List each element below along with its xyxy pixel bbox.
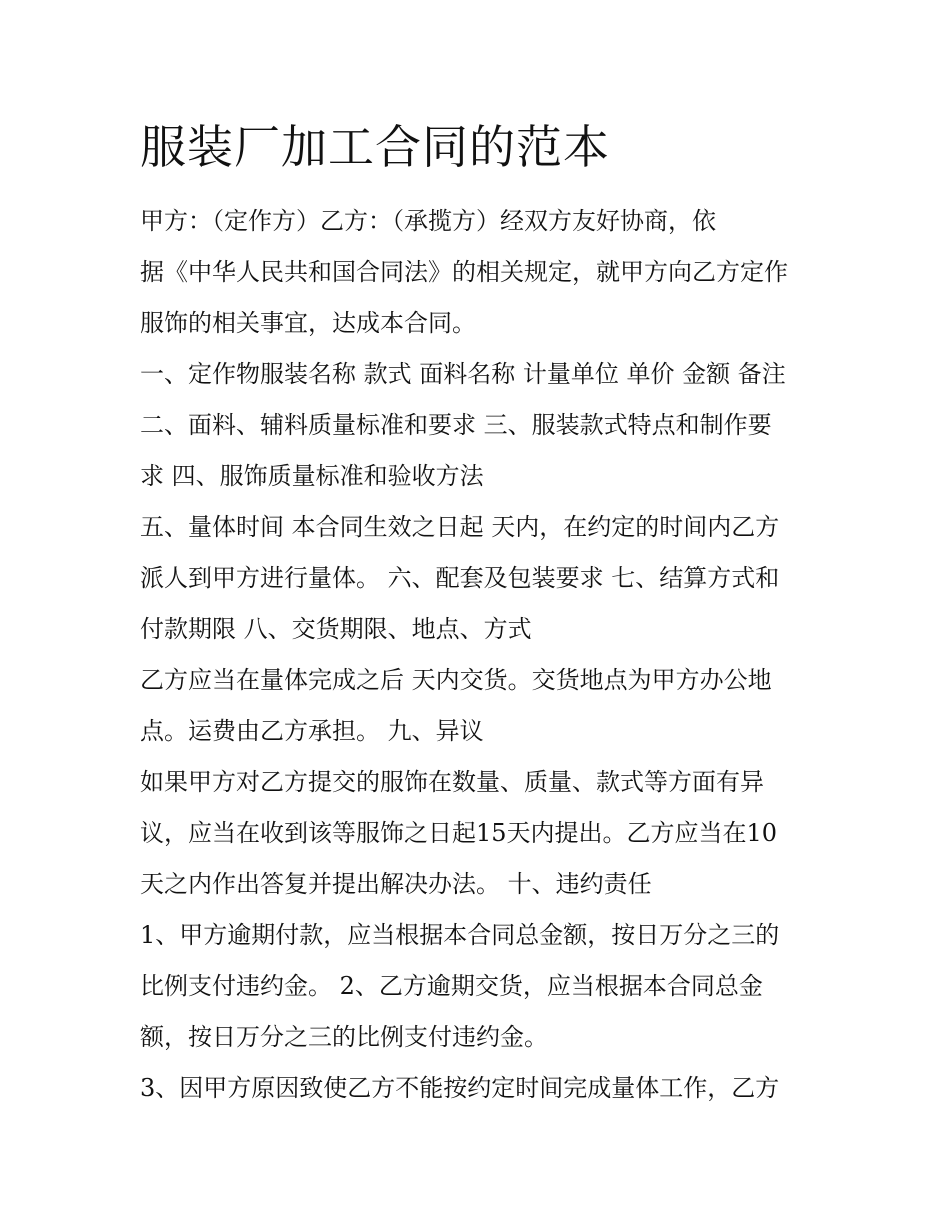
text-line: 二、面料、辅料质量标准和要求 三、服装款式特点和制作要 (140, 411, 772, 439)
text-line: 额，按日万分之三的比例支付违约金。 (140, 1023, 548, 1051)
text-line: 求 四、服饰质量标准和验收方法 (140, 462, 484, 490)
text-line: 五、量体时间 本合同生效之日起 天内，在约定的时间内乙方 (140, 513, 780, 541)
paragraph-parties (140, 196, 830, 349)
text-line: 议，应当在收到该等服饰之日起15天内提出。乙方应当在10 (140, 819, 778, 847)
text-line: 甲方：（定作方）乙方：（承揽方）经双方友好协商，依 (140, 207, 716, 235)
paragraph-clauses-5-8 (140, 502, 830, 655)
text-line: 付款期限 八、交货期限、地点、方式 (140, 615, 532, 643)
text-line: 据《中华人民共和国合同法》的相关规定，就甲方向乙方定作 (140, 258, 788, 286)
text-line: 派人到甲方进行量体。 六、配套及包装要求 七、结算方式和 (140, 564, 780, 592)
text-line: 点。运费由乙方承担。 九、异议 (140, 717, 484, 745)
paragraph-liability-3 (140, 1063, 830, 1114)
text-line: 乙方应当在量体完成之后 天内交货。交货地点为甲方办公地 (140, 666, 772, 694)
text-line: 1、甲方逾期付款，应当根据本合同总金额，按日万分之三的 (140, 921, 780, 949)
text-line: 比例支付违约金。 2、乙方逾期交货，应当根据本合同总金 (140, 972, 763, 1000)
text-line: 一、定作物服装名称 款式 面料名称 计量单位 单价 金额 备注 (140, 360, 786, 388)
text-line: 如果甲方对乙方提交的服饰在数量、质量、款式等方面有异 (140, 768, 764, 796)
document-title: 服装厂加工合同的范本 (140, 120, 610, 174)
text-line: 3、因甲方原因致使乙方不能按约定时间完成量体工作，乙方 (140, 1074, 780, 1102)
document-body (140, 196, 830, 1114)
paragraph-delivery (140, 655, 830, 757)
paragraph-liability-1-2 (140, 910, 830, 1063)
paragraph-objection (140, 757, 830, 910)
text-line: 服饰的相关事宜，达成本合同。 (140, 309, 476, 337)
paragraph-clauses-1-4 (140, 349, 830, 502)
text-line: 天之内作出答复并提出解决办法。 十、违约责任 (140, 870, 652, 898)
